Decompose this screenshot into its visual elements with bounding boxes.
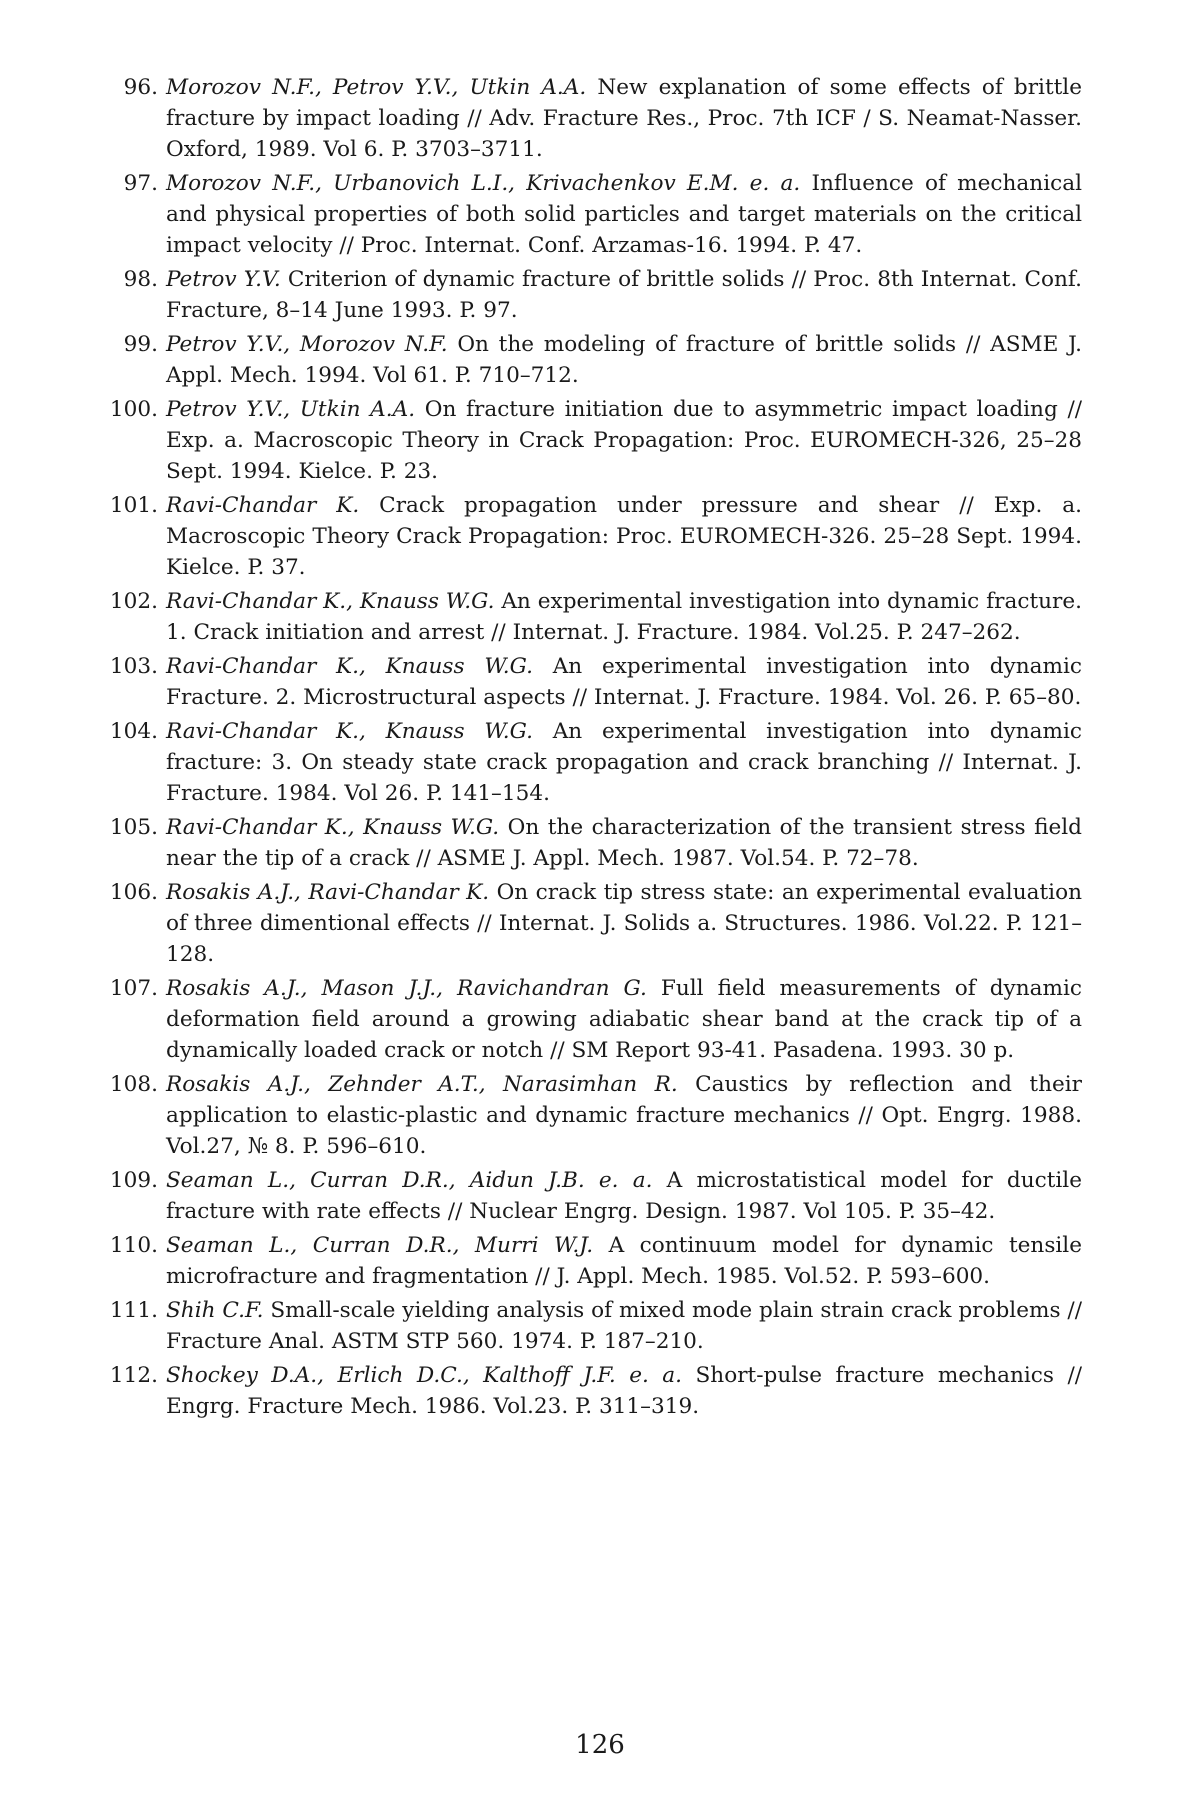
reference-authors: Petrov Y.V., Utkin A.A. <box>166 397 416 422</box>
reference-number: 112. <box>109 1363 158 1388</box>
reference-item <box>88 72 1082 165</box>
reference-authors: Morozov N.F., Petrov Y.V., Utkin A.A. <box>166 75 587 100</box>
reference-text: Criterion of dynamic fracture of brittle solids // Proc. 8th Internat. Conf. Fracture, 8–14 June 1993. P. 97. <box>166 267 1083 323</box>
reference-authors: Ravi-Chandar K., Knauss W.G. <box>166 589 495 614</box>
reference-number: 104. <box>109 719 158 744</box>
reference-number: 103. <box>109 654 158 679</box>
reference-text: New explanation of some effects of brittle fracture by impact loading // Adv. Fracture Res., Proc. 7th ICF / S. Neamat-Nasser. Oxford, 1989. Vol 6. P. 3703–3711. <box>166 75 1082 162</box>
reference-text: A microstatistical model for ductile fracture with rate effects // Nuclear Engrg. Design. 1987. Vol 105. P. 35–42. <box>166 1168 1082 1224</box>
reference-item <box>88 329 1082 391</box>
reference-number: 97. <box>123 171 158 196</box>
reference-authors: Rosakis A.J., Zehnder A.T., Narasimhan R. <box>166 1072 678 1097</box>
reference-text: On the characterization of the transient stress field near the tip of a crack // ASME J. Appl. Mech. 1987. Vol.54. P. 72–78. <box>166 815 1082 871</box>
reference-number: 110. <box>109 1233 158 1258</box>
reference-item <box>88 812 1082 874</box>
reference-item <box>88 877 1082 970</box>
reference-authors: Seaman L., Curran D.R., Murri W.J. <box>166 1233 594 1258</box>
reference-authors: Shockey D.A., Erlich D.C., Kalthoff J.F. e. a. <box>166 1363 683 1388</box>
reference-authors: Morozov N.F., Urbanovich L.I., Krivachenkov E.M. e. a. <box>166 171 801 196</box>
reference-text: An experimental investigation into dynamic fracture. 1. Crack initiation and arrest // Internat. J. Fracture. 1984. Vol.25. P. 247–262. <box>166 589 1082 645</box>
reference-number: 105. <box>109 815 158 840</box>
reference-authors: Shih C.F. <box>166 1298 264 1323</box>
reference-number: 108. <box>109 1072 158 1097</box>
reference-number: 96. <box>123 75 158 100</box>
reference-item <box>88 1069 1082 1162</box>
reference-text: Influence of mechanical and physical properties of both solid particles and target materials on the critical impact velocity // Proc. Internat. Conf. Arzamas-16. 1994. P. 47. <box>166 171 1082 258</box>
reference-item <box>88 490 1082 583</box>
reference-item <box>88 973 1082 1066</box>
reference-number: 107. <box>109 976 158 1001</box>
reference-text: Full field measurements of dynamic deformation field around a growing adiabatic shear band at the crack tip of a dynamically loaded crack or notch // SM Report 93-41. Pasadena. 1993. 30 p. <box>166 976 1082 1063</box>
reference-text: An experimental investigation into dynamic fracture: 3. On steady state crack propagation and crack branching // Internat. J. Fracture. 1984. Vol 26. P. 141–154. <box>166 719 1083 806</box>
reference-item <box>88 264 1082 326</box>
reference-authors: Ravi-Chandar K., Knauss W.G. <box>166 654 533 679</box>
reference-item <box>88 1295 1082 1357</box>
reference-item <box>88 1230 1082 1292</box>
reference-text: Small-scale yielding analysis of mixed mode plain strain crack problems // Fracture Anal. ASTM STP 560. 1974. P. 187–210. <box>166 1298 1082 1354</box>
reference-number: 99. <box>123 332 158 357</box>
reference-authors: Petrov Y.V., Morozov N.F. <box>166 332 448 357</box>
reference-number: 111. <box>109 1298 158 1323</box>
reference-item <box>88 586 1082 648</box>
reference-text: Short-pulse fracture mechanics // Engrg. Fracture Mech. 1986. Vol.23. P. 311–319. <box>166 1363 1082 1419</box>
reference-authors: Rosakis A.J., Mason J.J., Ravichandran G. <box>166 976 647 1001</box>
page-number: 126 <box>575 1730 625 1760</box>
reference-authors: Seaman L., Curran D.R., Aidun J.B. e. a. <box>166 1168 653 1193</box>
reference-text: An experimental investigation into dynamic Fracture. 2. Microstructural aspects // Internat. J. Fracture. 1984. Vol. 26. P. 65–80. <box>166 654 1083 710</box>
reference-item <box>88 1165 1082 1227</box>
reference-text: On fracture initiation due to asymmetric impact loading // Exp. a. Macroscopic Theory in Crack Propagation: Proc. EUROMECH-326, 25–28 Sept. 1994. Kielce. P. 23. <box>166 397 1082 484</box>
reference-number: 101. <box>109 493 158 518</box>
reference-item <box>88 394 1082 487</box>
reference-text: Crack propagation under pressure and shear // Exp. a. Macroscopic Theory Crack Propagation: Proc. EUROMECH-326. 25–28 Sept. 1994. Kielce. P. 37. <box>166 493 1083 580</box>
reference-number: 106. <box>109 880 158 905</box>
reference-item <box>88 168 1082 261</box>
reference-item <box>88 651 1082 713</box>
reference-authors: Rosakis A.J., Ravi-Chandar K. <box>166 880 490 905</box>
reference-number: 100. <box>109 397 158 422</box>
reference-text: On crack tip stress state: an experimental evaluation of three dimentional effects // Internat. J. Solids a. Structures. 1986. Vol.22. P. 121–128. <box>166 880 1082 967</box>
reference-authors: Petrov Y.V. <box>166 267 281 292</box>
reference-number: 102. <box>109 589 158 614</box>
reference-item <box>88 716 1082 809</box>
reference-number: 109. <box>109 1168 158 1193</box>
reference-text: A continuum model for dynamic tensile microfracture and fragmentation // J. Appl. Mech. 1985. Vol.52. P. 593–600. <box>166 1233 1082 1289</box>
reference-text: On the modeling of fracture of brittle solids // ASME J. Appl. Mech. 1994. Vol 61. P. 710–712. <box>166 332 1082 388</box>
reference-authors: Ravi-Chandar K. <box>166 493 360 518</box>
reference-authors: Ravi-Chandar K., Knauss W.G. <box>166 719 533 744</box>
reference-list <box>88 72 1082 1425</box>
reference-item <box>88 1360 1082 1422</box>
reference-authors: Ravi-Chandar K., Knauss W.G. <box>166 815 500 840</box>
reference-text: Caustics by reflection and their application to elastic-plastic and dynamic fracture mechanics // Opt. Engrg. 1988. Vol.27, № 8. P. 596–610. <box>166 1072 1082 1159</box>
reference-number: 98. <box>123 267 158 292</box>
